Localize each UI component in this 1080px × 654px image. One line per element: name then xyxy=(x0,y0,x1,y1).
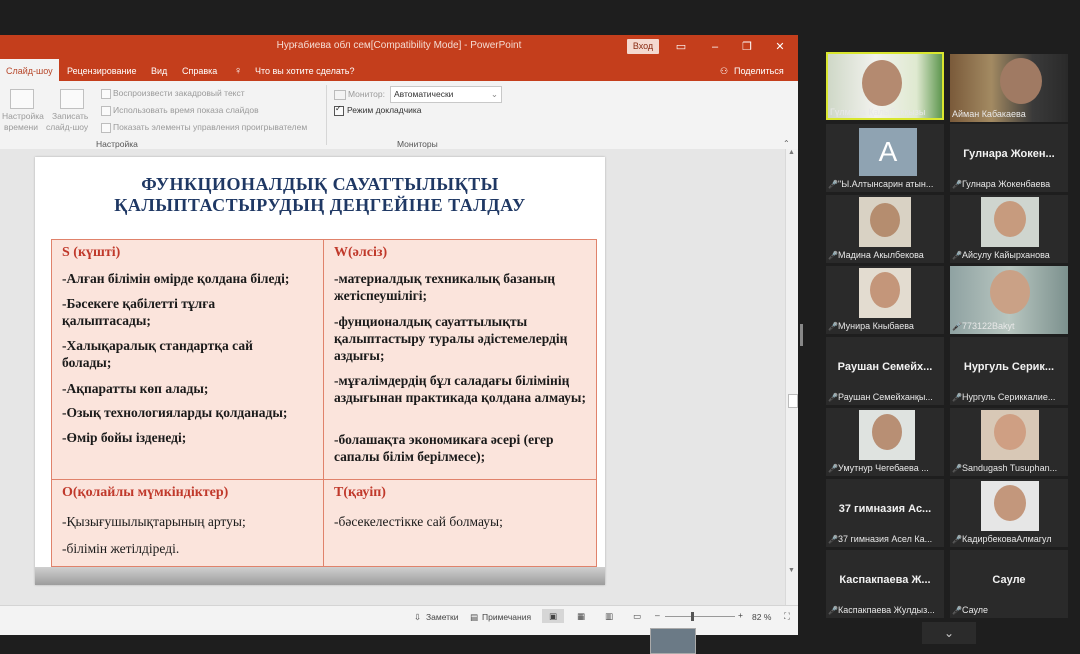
participant-tile[interactable] xyxy=(826,550,944,618)
mic-muted-icon: 🎤 xyxy=(952,251,962,260)
record-label-2: слайд-шоу xyxy=(46,122,89,132)
login-button[interactable]: Вход xyxy=(627,39,659,54)
mic-muted-icon: 🎤 xyxy=(952,535,962,544)
chevron-down-icon[interactable]: ⌄ xyxy=(922,622,976,644)
participant-display-name: Сауле xyxy=(992,574,1026,586)
participant-name: Сауле xyxy=(962,605,989,615)
timings-checkbox[interactable] xyxy=(101,106,111,116)
participant-face xyxy=(990,270,1030,314)
participant-name: "Ы.Алтынсарин атын... xyxy=(838,179,934,189)
restore-icon[interactable]: ❐ xyxy=(742,41,752,53)
avatar: A xyxy=(859,128,917,176)
participant-name: КадирбековаАлмагул xyxy=(962,534,1052,544)
participant-face xyxy=(1000,58,1042,104)
scroll-down-icon[interactable]: ▼ xyxy=(788,567,795,574)
share-icon[interactable]: ⚇ xyxy=(720,66,729,76)
participant-tile[interactable] xyxy=(826,266,944,334)
participant-face xyxy=(870,272,900,308)
scroll-up-icon[interactable]: ▲ xyxy=(788,149,795,156)
monitor-icon xyxy=(334,90,346,100)
collapse-ribbon-icon[interactable]: ⌃ xyxy=(783,139,790,148)
comments-icon[interactable]: ▤ xyxy=(470,612,479,622)
weakness-item: -болашақта экономикаға әсері (егер сапалы білім берілмесе); xyxy=(334,432,554,464)
monitor-value: Автоматически xyxy=(394,89,454,99)
participant-display-name: Каспакпаева Ж... xyxy=(839,574,931,586)
monitor-label: Монитор: xyxy=(348,89,385,99)
strength-item: -Озық технологияларды қолданады; xyxy=(62,405,288,420)
mic-muted-icon: 🎤 xyxy=(952,180,962,189)
slide-sorter-icon[interactable]: ▦ xyxy=(577,611,586,621)
group-divider xyxy=(326,85,327,145)
mic-muted-icon: 🎤 xyxy=(828,180,838,189)
tab-help[interactable]: Справка xyxy=(182,66,218,76)
monitor-dropdown[interactable] xyxy=(390,86,502,103)
participant-face xyxy=(872,414,902,450)
participant-display-name: 37 гимназия Ас... xyxy=(838,503,932,515)
participant-name: Айман Кабакаева xyxy=(952,109,1026,119)
mic-muted-icon: 🎤 xyxy=(952,322,962,331)
participant-tile[interactable] xyxy=(950,54,1068,122)
mic-muted-icon: 🎤 xyxy=(952,464,962,473)
participant-tile[interactable] xyxy=(950,479,1068,547)
minimize-icon[interactable]: – xyxy=(711,41,719,53)
table-divider-vertical xyxy=(323,240,324,566)
participant-display-name: Раушан Семейх... xyxy=(837,361,933,373)
reading-view-icon[interactable]: ▥ xyxy=(605,611,614,621)
scroll-thumb[interactable] xyxy=(788,394,798,408)
opportunity-item: -Қызығушылықтарының артуы; xyxy=(62,514,246,529)
window-title: Нурғабиева обл сем[Compatibility Mode] - PowerPoint xyxy=(276,40,522,51)
participant-name: Sandugash Tusuphan... xyxy=(962,463,1058,473)
normal-view-icon: ▣ xyxy=(549,611,558,621)
participant-tile[interactable] xyxy=(826,195,944,263)
presenter-view-checkbox[interactable] xyxy=(334,106,344,116)
rehearse-label-2: времени xyxy=(4,122,38,132)
strength-item: -Алған білімін өмірде қолдана біледі; xyxy=(62,271,290,286)
zoom-level[interactable]: 82 % xyxy=(752,612,772,622)
participant-name: Раушан Семейханқы... xyxy=(838,392,933,402)
ribbon-display-icon[interactable]: ▭ xyxy=(675,41,687,53)
participant-face xyxy=(994,414,1026,450)
mic-muted-icon: 🎤 xyxy=(952,606,962,615)
participant-tile[interactable] xyxy=(950,550,1068,618)
strength-item: -Бәсекеге қабілетті тұлға қалыптасады; xyxy=(62,296,216,328)
participant-tile[interactable] xyxy=(950,408,1068,476)
presenter-view-label: Режим докладчика xyxy=(347,105,422,115)
title-bar xyxy=(0,35,798,59)
notes-icon[interactable]: ⇩ xyxy=(414,612,422,622)
tab-review[interactable]: Рецензирование xyxy=(67,66,137,76)
threats-heading: Т(қауіп) xyxy=(334,485,386,500)
participant-display-name: Нургуль Серик... xyxy=(963,361,1055,373)
chevron-down-icon: ⌄ xyxy=(490,89,498,99)
vertical-scrollbar[interactable] xyxy=(785,149,798,605)
participant-tile[interactable] xyxy=(826,337,944,405)
ribbon-tabs xyxy=(0,59,798,81)
participant-name: Умутнур Чегебаева ... xyxy=(838,463,929,473)
participant-tile[interactable] xyxy=(950,195,1068,263)
mic-muted-icon: 🎤 xyxy=(952,393,962,402)
zoom-slider-thumb[interactable] xyxy=(691,612,694,621)
mic-muted-icon: 🎤 xyxy=(828,393,838,402)
panel-resize-handle[interactable] xyxy=(800,324,803,346)
participant-face xyxy=(994,201,1026,237)
slide-canvas[interactable] xyxy=(35,157,605,585)
tab-slideshow[interactable]: Слайд-шоу xyxy=(0,59,59,81)
notes-button[interactable]: Заметки xyxy=(426,612,459,622)
table-divider-horizontal xyxy=(52,479,596,480)
participant-face xyxy=(870,203,900,237)
rehearse-timings-icon[interactable] xyxy=(10,89,34,109)
group-setup-label: Настройка xyxy=(96,139,138,149)
mic-muted-icon: 🎤 xyxy=(828,322,838,331)
zoom-in-icon[interactable]: + xyxy=(738,610,743,620)
tell-me-search[interactable]: Что вы хотите сделать? xyxy=(255,66,355,76)
slide-title-line-1: ФУНКЦИОНАЛДЫҚ САУАТТЫЛЫҚТЫ xyxy=(141,174,499,194)
zoom-out-icon[interactable]: – xyxy=(655,610,660,620)
rehearse-label-1: Настройка xyxy=(2,111,44,121)
participant-tile[interactable] xyxy=(950,337,1068,405)
record-slideshow-icon[interactable] xyxy=(60,89,84,109)
narrations-checkbox[interactable] xyxy=(101,89,111,99)
strength-item: -Халықаралық стандартқа сай болады; xyxy=(62,338,253,370)
mic-muted-icon: 🎤 xyxy=(828,251,838,260)
fit-slide-icon[interactable]: ⛶ xyxy=(784,611,790,621)
participant-name: Нургуль Сериккалие... xyxy=(962,392,1056,402)
participant-name: Айсулу Кайырханова xyxy=(962,250,1050,260)
participant-tile[interactable] xyxy=(826,124,944,192)
strengths-heading: S (күшті) xyxy=(62,245,121,260)
slideshow-icon[interactable]: ▭ xyxy=(633,611,642,621)
mic-muted-icon: 🎤 xyxy=(828,606,838,615)
threat-item: -бәсекелестікке сай болмауы; xyxy=(334,514,503,529)
participant-tile[interactable] xyxy=(826,408,944,476)
controls-checkbox[interactable] xyxy=(101,123,111,133)
swot-table xyxy=(51,239,597,567)
mic-muted-icon: 🎤 xyxy=(828,535,838,544)
ribbon-panel xyxy=(0,81,798,150)
weakness-item: -мұғалімдердің бұл саладағы білімінің аздығынан практикада қолдана алмауы; xyxy=(334,373,586,405)
weaknesses-heading: W(әлсіз) xyxy=(334,245,388,260)
participant-tile[interactable] xyxy=(950,124,1068,192)
timings-label: Использовать время показа слайдов xyxy=(113,105,259,115)
controls-label: Показать элементы управления проигрывателем xyxy=(113,122,308,132)
participant-face xyxy=(994,485,1026,521)
lightbulb-icon: ♀ xyxy=(234,65,243,77)
powerpoint-window xyxy=(0,35,798,635)
group-monitors-label: Мониторы xyxy=(397,139,438,149)
participant-tile[interactable] xyxy=(826,52,944,120)
slide-bottom-band xyxy=(35,567,605,585)
strength-item: -Ақпаратты көп алады; xyxy=(62,381,209,396)
participant-name: Мадина Акылбекова xyxy=(838,250,924,260)
participants-panel xyxy=(826,52,1070,622)
weakness-item: -материалдық техникалық базаның жетіспеушілігі; xyxy=(334,271,556,303)
participant-name: Гүлмира Қалыбекқызы xyxy=(830,107,926,117)
participant-name: Гулнара Жокенбаева xyxy=(962,179,1051,189)
participant-tile[interactable] xyxy=(950,266,1068,334)
zoom-slider[interactable] xyxy=(665,616,735,617)
participant-name: 37 гимназия Асел Ка... xyxy=(838,534,933,544)
shared-screen-thumbnail[interactable] xyxy=(650,628,696,654)
participant-name: 773122Bakyt xyxy=(962,321,1015,331)
participant-name: Мунира Кныбаева xyxy=(838,321,914,331)
close-icon[interactable]: ✕ xyxy=(775,41,785,53)
mic-muted-icon: 🎤 xyxy=(828,464,838,473)
narrations-label: Воспроизвести закадровый текст xyxy=(113,88,245,98)
participant-tile[interactable] xyxy=(826,479,944,547)
tab-view[interactable]: Вид xyxy=(151,66,168,76)
opportunity-item: -білімін жетілдіреді. xyxy=(62,541,180,556)
participant-name: Каспакпаева Жулдыз... xyxy=(838,605,935,615)
record-label-1: Записать xyxy=(52,111,89,121)
weakness-item: -фунционалдық сауаттылықты қалыптастыру туралы әдістемелердің аздығы; xyxy=(334,314,568,363)
comments-button[interactable]: Примечания xyxy=(482,612,532,622)
share-button[interactable]: Поделиться xyxy=(734,66,784,76)
strength-item: -Өмір бойы ізденеді; xyxy=(62,430,187,445)
opportunities-heading: О(қолайлы мүмкіндіктер) xyxy=(62,485,229,500)
participant-display-name: Гулнара Жокен... xyxy=(963,148,1055,160)
participant-face xyxy=(862,60,902,106)
slide-title-line-2: ҚАЛЫПТАСТЫРУДЫҢ ДЕҢГЕЙІНЕ ТАЛДАУ xyxy=(114,195,526,215)
